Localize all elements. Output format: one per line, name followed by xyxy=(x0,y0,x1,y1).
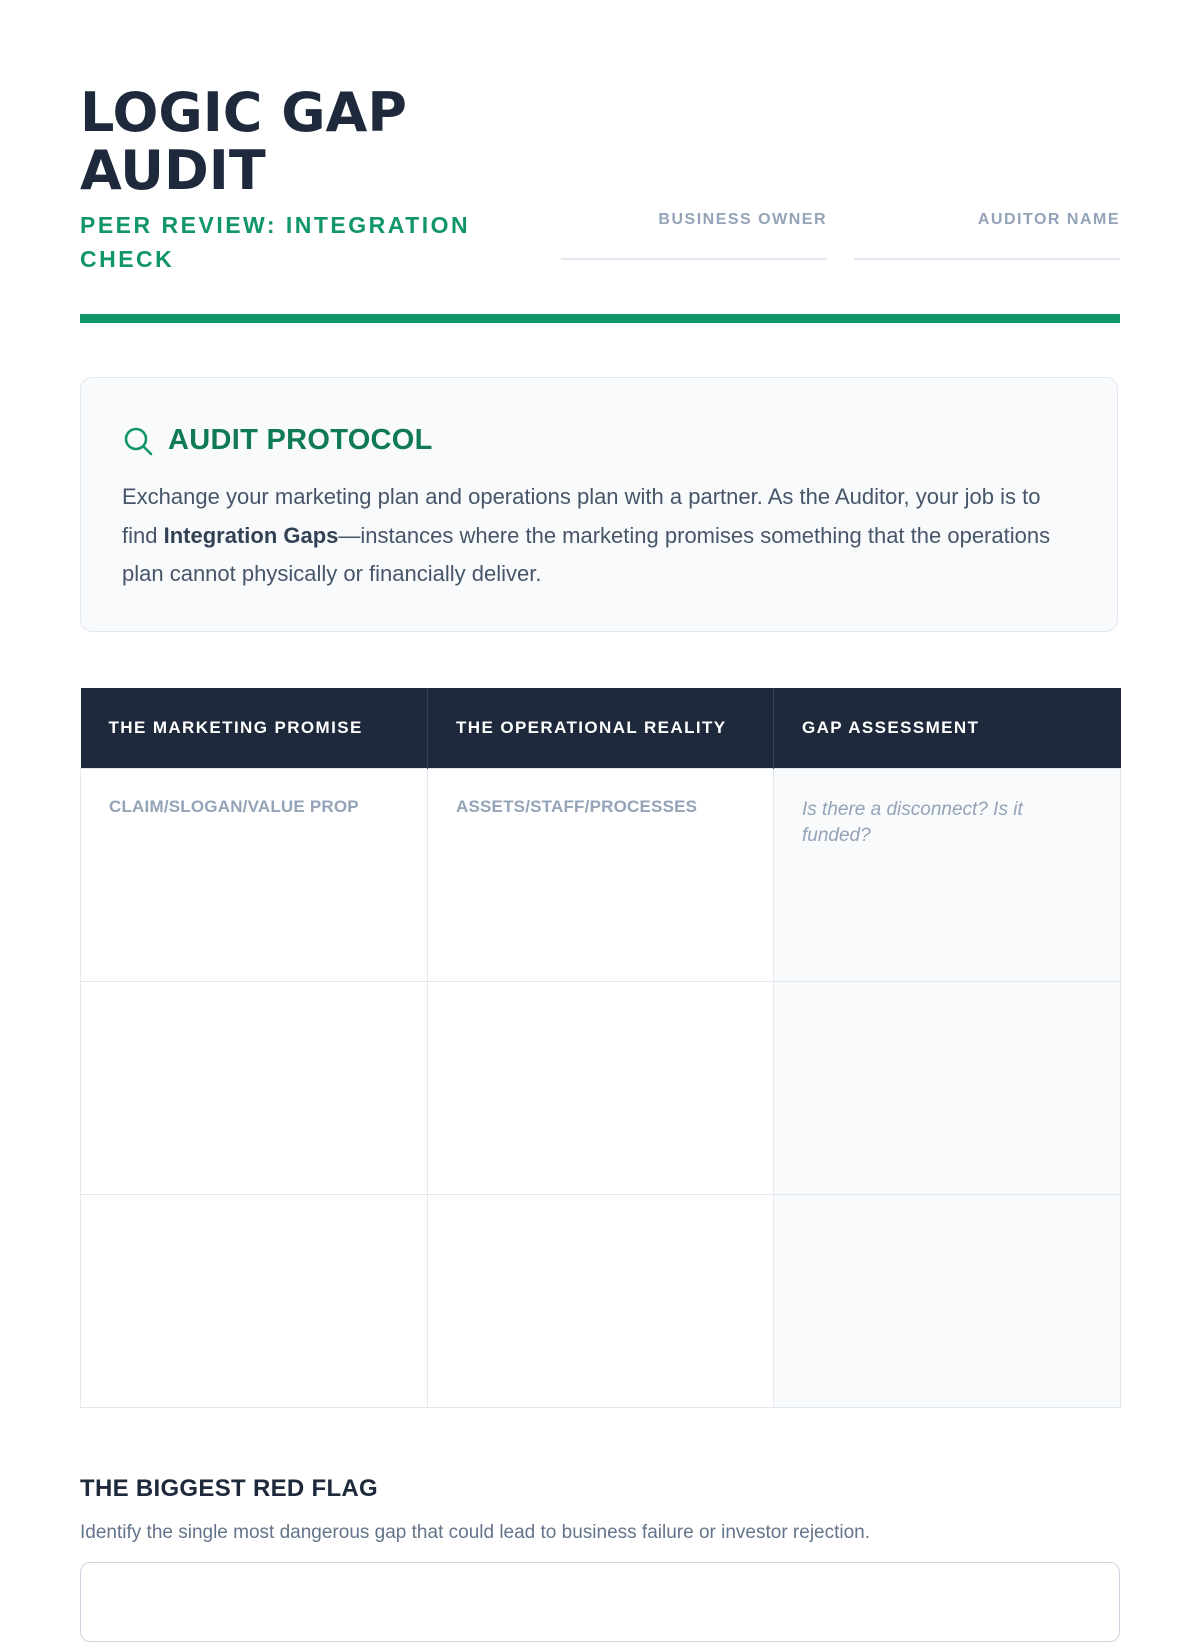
cell-hint: ASSETS/STAFF/PROCESSES xyxy=(456,796,698,816)
protocol-text-part: Exchange your marketing plan and operations plan with a partner. As the Auditor, your job is to find xyxy=(122,484,1041,548)
audit-table xyxy=(80,688,1121,1408)
column-header-gap-assessment: GAP ASSESSMENT xyxy=(774,688,1121,768)
header xyxy=(80,0,1120,324)
table-row xyxy=(81,768,1121,981)
marketing-promise-cell[interactable] xyxy=(81,981,428,1194)
marketing-promise-cell[interactable] xyxy=(81,1194,428,1407)
gap-assessment-cell[interactable] xyxy=(774,981,1121,1194)
auditor-name-field[interactable] xyxy=(854,208,1120,260)
protocol-text-emphasis: Integration Gaps xyxy=(163,522,339,548)
table-row xyxy=(81,981,1121,1194)
marketing-promise-cell[interactable] xyxy=(81,768,428,981)
business-owner-field[interactable] xyxy=(561,208,827,260)
operational-reality-cell[interactable] xyxy=(428,1194,774,1407)
operational-reality-cell[interactable] xyxy=(428,768,774,981)
page-title: LOGIC GAP AUDIT xyxy=(80,81,407,202)
gap-assessment-cell[interactable] xyxy=(774,1194,1121,1407)
audit-protocol-text xyxy=(122,478,1082,594)
operational-reality-cell[interactable] xyxy=(428,981,774,1194)
page-subtitle: PEER REVIEW: INTEGRATION CHECK xyxy=(80,212,471,272)
red-flag-description: Identify the single most dangerous gap that could lead to business failure or investor rejection. xyxy=(80,1522,871,1543)
red-flag-answer-box[interactable] xyxy=(80,1562,1120,1642)
column-header-marketing-promise: THE MARKETING PROMISE xyxy=(81,688,428,768)
header-divider xyxy=(80,314,1120,323)
cell-hint: CLAIM/SLOGAN/VALUE PROP xyxy=(109,796,359,816)
auditor-name-label: AUDITOR NAME xyxy=(977,211,1120,228)
table-row xyxy=(81,1194,1121,1407)
business-owner-line[interactable] xyxy=(561,258,827,260)
cell-hint: Is there a disconnect? Is it funded? xyxy=(802,798,1023,846)
column-header-operational-reality: THE OPERATIONAL REALITY xyxy=(428,688,774,768)
gap-assessment-cell[interactable] xyxy=(774,768,1121,981)
audit-protocol-box xyxy=(80,377,1118,632)
audit-protocol-title: AUDIT PROTOCOL xyxy=(168,424,433,456)
audit-protocol-header xyxy=(122,424,433,457)
red-flag-title: THE BIGGEST RED FLAG xyxy=(80,1475,379,1502)
auditor-name-line[interactable] xyxy=(854,258,1120,260)
business-owner-label: BUSINESS OWNER xyxy=(658,211,827,228)
protocol-text-part: —instances where the marketing promises something that the operations plan cannot physically or financially deliver. xyxy=(122,522,1051,586)
search-icon xyxy=(122,425,154,457)
worksheet-page xyxy=(80,0,1120,1543)
table-header-row xyxy=(81,688,1121,768)
